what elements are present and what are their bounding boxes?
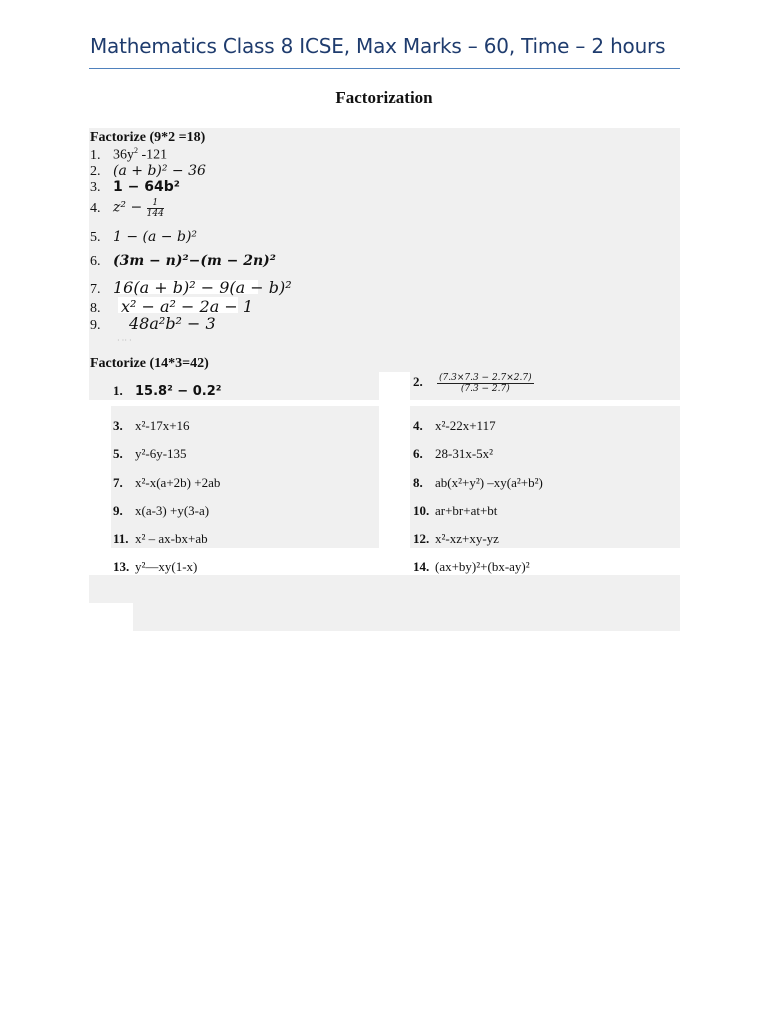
item-expression: x² − a² − 2a − 1 [121, 297, 254, 316]
item-expression: x²-xz+xy-yz [435, 531, 499, 546]
list-item [113, 418, 190, 434]
item-number: 4. [413, 418, 423, 433]
item-expression: (a + b)² − 36 [113, 163, 206, 179]
item-number: 4. [90, 200, 101, 216]
item-expression: 36y [113, 147, 134, 163]
item-number: 8. [413, 475, 423, 490]
item-number: 6. [90, 254, 101, 269]
item-expression: x²-22x+117 [435, 418, 496, 433]
section2-heading: Factorize (14*3=42) [90, 356, 209, 371]
list-item [413, 559, 530, 575]
item-number: 8. [90, 301, 101, 316]
shaded-block [89, 575, 680, 603]
item-expression: 16(a + b)² − 9(a − b)² [113, 278, 292, 297]
item-number: 11. [113, 531, 129, 546]
fraction [437, 373, 534, 394]
list-item [113, 503, 209, 519]
item-expression: 48a²b² − 3 [129, 314, 216, 333]
item-expression: x²-17x+16 [135, 418, 190, 433]
fraction-numerator: 1 [147, 198, 164, 209]
item-expression-rest: -121 [138, 147, 168, 163]
item-expression: 1 − (a − b)² [113, 229, 198, 245]
list-item [90, 163, 206, 180]
item-number: 13. [113, 559, 130, 574]
title-underline [89, 68, 680, 69]
item-number: 3. [90, 180, 101, 195]
section1-heading: Factorize (9*2 =18) [90, 130, 206, 145]
list-item [413, 446, 493, 462]
list-item [113, 475, 220, 491]
item-number: 9. [113, 503, 123, 518]
list-item [413, 475, 543, 491]
item-expression: (3m − n)²−(m − 2n)² [113, 253, 276, 269]
item-number: 2. [90, 164, 101, 179]
item-number: 2. [413, 374, 423, 390]
list-item [113, 446, 187, 462]
decorative-dots: · ·· · [117, 336, 132, 345]
list-item [90, 278, 292, 298]
list-item [413, 373, 534, 394]
item-number: 5. [113, 446, 123, 461]
list-item [413, 503, 497, 519]
item-expression: 1 − 64b² [113, 179, 180, 195]
list-item [90, 229, 197, 246]
item-expression: (ax+by)²+(bx-ay)² [435, 559, 530, 574]
item-number: 3. [113, 418, 123, 433]
list-item [113, 383, 221, 399]
item-number: 7. [90, 282, 101, 297]
list-item [413, 531, 499, 547]
item-number: 9. [90, 318, 101, 333]
list-item [90, 198, 164, 219]
item-number: 14. [413, 559, 430, 574]
item-number: 1. [90, 147, 101, 163]
document-title: Mathematics Class 8 ICSE, Max Marks – 60, Time – 2 hours [90, 34, 666, 58]
item-number: 1. [113, 383, 123, 398]
fraction [147, 198, 164, 219]
page-heading: Factorization [335, 88, 433, 107]
list-item [90, 253, 276, 270]
item-number: 12. [413, 531, 430, 546]
item-expression: x(a-3) +y(3-a) [135, 503, 210, 518]
item-number: 5. [90, 230, 101, 245]
item-expression: ab(x²+y²) –xy(a²+b²) [435, 475, 543, 490]
fraction-numerator: (7.3×7.3 − 2.7×2.7) [439, 373, 532, 383]
item-expression: 28-31x-5x² [435, 446, 494, 461]
shaded-block [133, 603, 680, 631]
list-item [113, 559, 197, 575]
item-expression: x² – ax-bx+ab [135, 531, 208, 546]
item-expression: 15.8² − 0.2² [135, 384, 222, 399]
item-expression: y²—xy(1-x) [135, 559, 198, 574]
item-expression: z² − [113, 199, 147, 216]
item-expression: x²-x(a+2b) +2ab [135, 475, 221, 490]
item-number: 7. [113, 475, 123, 490]
item-number: 6. [413, 446, 423, 461]
item-number: 10. [413, 503, 430, 518]
list-item [413, 418, 496, 434]
list-item [113, 531, 208, 547]
item-exponent: 2 [134, 146, 138, 155]
list-item [90, 314, 216, 334]
list-item [90, 146, 167, 164]
fraction-denominator: (7.3 − 2.7) [460, 384, 510, 394]
list-item [90, 179, 180, 196]
fraction-denominator: 144 [146, 209, 164, 219]
item-expression: y²-6y-135 [135, 446, 187, 461]
item-expression: ar+br+at+bt [435, 503, 498, 518]
